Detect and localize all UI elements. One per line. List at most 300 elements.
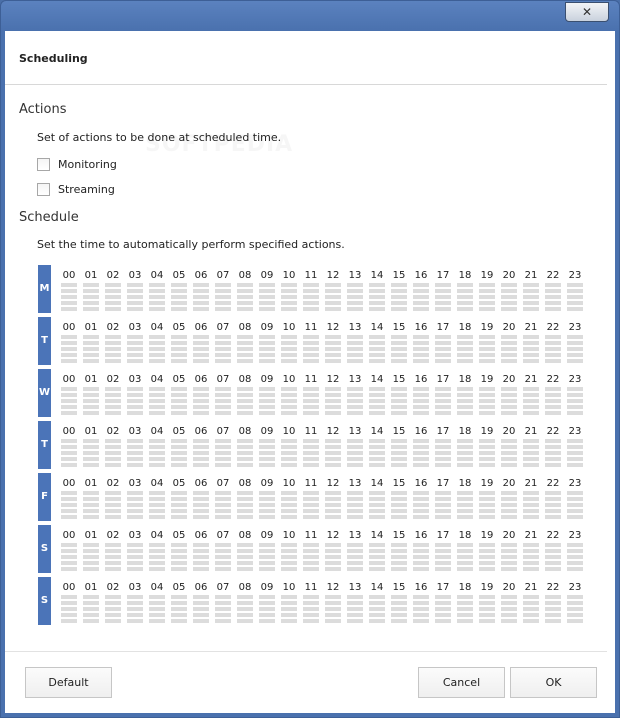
time-slot[interactable] [237, 387, 253, 391]
time-slot[interactable] [413, 595, 429, 599]
time-slot[interactable] [457, 335, 473, 339]
time-slot[interactable] [61, 341, 77, 345]
time-slot[interactable] [457, 387, 473, 391]
hour-label[interactable]: 04 [150, 582, 164, 593]
time-slot[interactable] [501, 399, 517, 403]
hour-label[interactable]: 11 [304, 530, 318, 541]
time-slot[interactable] [545, 543, 561, 547]
time-slot[interactable] [369, 515, 385, 519]
time-slot[interactable] [545, 335, 561, 339]
time-slot[interactable] [567, 393, 583, 397]
time-slot[interactable] [369, 457, 385, 461]
time-slot[interactable] [369, 353, 385, 357]
time-slot[interactable] [149, 601, 165, 605]
time-slot[interactable] [479, 619, 495, 623]
time-slot[interactable] [347, 359, 363, 363]
time-slot[interactable] [567, 601, 583, 605]
time-slot[interactable] [567, 515, 583, 519]
time-slot[interactable] [391, 567, 407, 571]
time-slot[interactable] [303, 307, 319, 311]
time-slot[interactable] [567, 445, 583, 449]
time-slot[interactable] [347, 595, 363, 599]
hour-label[interactable]: 13 [348, 426, 362, 437]
time-slot[interactable] [347, 503, 363, 507]
hour-label[interactable]: 07 [216, 374, 230, 385]
time-slot[interactable] [127, 613, 143, 617]
time-slot[interactable] [567, 289, 583, 293]
time-slot[interactable] [303, 509, 319, 513]
hour-label[interactable]: 05 [172, 270, 186, 281]
hour-label[interactable]: 04 [150, 374, 164, 385]
time-slot[interactable] [567, 283, 583, 287]
time-slot[interactable] [413, 613, 429, 617]
time-slot[interactable] [105, 503, 121, 507]
time-slot[interactable] [149, 561, 165, 565]
time-slot[interactable] [127, 295, 143, 299]
time-slot[interactable] [391, 457, 407, 461]
hour-label[interactable]: 11 [304, 478, 318, 489]
time-slot[interactable] [479, 341, 495, 345]
hour-label[interactable]: 23 [568, 426, 582, 437]
time-slot[interactable] [347, 353, 363, 357]
time-slot[interactable] [281, 307, 297, 311]
time-slot[interactable] [347, 283, 363, 287]
time-slot[interactable] [303, 445, 319, 449]
time-slot[interactable] [215, 359, 231, 363]
time-slot[interactable] [545, 289, 561, 293]
time-slot[interactable] [149, 457, 165, 461]
hour-label[interactable]: 19 [480, 530, 494, 541]
time-slot[interactable] [479, 549, 495, 553]
time-slot[interactable] [303, 283, 319, 287]
time-slot[interactable] [435, 555, 451, 559]
time-slot[interactable] [369, 387, 385, 391]
time-slot[interactable] [259, 515, 275, 519]
time-slot[interactable] [149, 335, 165, 339]
hour-label[interactable]: 06 [194, 322, 208, 333]
time-slot[interactable] [391, 463, 407, 467]
time-slot[interactable] [391, 595, 407, 599]
time-slot[interactable] [545, 595, 561, 599]
time-slot[interactable] [501, 497, 517, 501]
time-slot[interactable] [193, 347, 209, 351]
time-slot[interactable] [523, 595, 539, 599]
time-slot[interactable] [457, 549, 473, 553]
time-slot[interactable] [149, 515, 165, 519]
time-slot[interactable] [567, 411, 583, 415]
time-slot[interactable] [369, 289, 385, 293]
hour-label[interactable]: 11 [304, 582, 318, 593]
time-slot[interactable] [193, 463, 209, 467]
hour-label[interactable]: 05 [172, 426, 186, 437]
time-slot[interactable] [281, 405, 297, 409]
time-slot[interactable] [127, 301, 143, 305]
time-slot[interactable] [61, 567, 77, 571]
time-slot[interactable] [369, 595, 385, 599]
time-slot[interactable] [171, 289, 187, 293]
time-slot[interactable] [149, 359, 165, 363]
time-slot[interactable] [435, 607, 451, 611]
time-slot[interactable] [193, 509, 209, 513]
time-slot[interactable] [435, 445, 451, 449]
hour-label[interactable]: 18 [458, 478, 472, 489]
time-slot[interactable] [567, 347, 583, 351]
time-slot[interactable] [457, 463, 473, 467]
hour-label[interactable]: 03 [128, 478, 142, 489]
time-slot[interactable] [281, 347, 297, 351]
time-slot[interactable] [567, 301, 583, 305]
time-slot[interactable] [83, 515, 99, 519]
time-slot[interactable] [457, 283, 473, 287]
time-slot[interactable] [193, 399, 209, 403]
time-slot[interactable] [259, 295, 275, 299]
hour-label[interactable]: 08 [238, 478, 252, 489]
hour-label[interactable]: 23 [568, 270, 582, 281]
time-slot[interactable] [237, 359, 253, 363]
time-slot[interactable] [193, 561, 209, 565]
time-slot[interactable] [501, 335, 517, 339]
time-slot[interactable] [105, 347, 121, 351]
time-slot[interactable] [501, 607, 517, 611]
time-slot[interactable] [83, 595, 99, 599]
time-slot[interactable] [281, 393, 297, 397]
time-slot[interactable] [501, 439, 517, 443]
time-slot[interactable] [523, 295, 539, 299]
hour-label[interactable]: 03 [128, 374, 142, 385]
time-slot[interactable] [545, 561, 561, 565]
time-slot[interactable] [259, 359, 275, 363]
time-slot[interactable] [391, 613, 407, 617]
time-slot[interactable] [545, 515, 561, 519]
time-slot[interactable] [237, 393, 253, 397]
hour-label[interactable]: 22 [546, 478, 560, 489]
hour-label[interactable]: 05 [172, 478, 186, 489]
hour-label[interactable]: 03 [128, 530, 142, 541]
time-slot[interactable] [567, 463, 583, 467]
time-slot[interactable] [281, 555, 297, 559]
time-slot[interactable] [435, 509, 451, 513]
hour-label[interactable]: 08 [238, 322, 252, 333]
time-slot[interactable] [105, 359, 121, 363]
time-slot[interactable] [171, 439, 187, 443]
time-slot[interactable] [171, 497, 187, 501]
time-slot[interactable] [435, 411, 451, 415]
time-slot[interactable] [237, 353, 253, 357]
hour-label[interactable]: 09 [260, 374, 274, 385]
time-slot[interactable] [369, 439, 385, 443]
time-slot[interactable] [259, 543, 275, 547]
time-slot[interactable] [545, 295, 561, 299]
time-slot[interactable] [259, 549, 275, 553]
time-slot[interactable] [215, 567, 231, 571]
time-slot[interactable] [259, 283, 275, 287]
hour-label[interactable]: 05 [172, 582, 186, 593]
hour-label[interactable]: 09 [260, 270, 274, 281]
time-slot[interactable] [61, 497, 77, 501]
time-slot[interactable] [215, 399, 231, 403]
time-slot[interactable] [61, 509, 77, 513]
time-slot[interactable] [523, 601, 539, 605]
time-slot[interactable] [435, 387, 451, 391]
hour-label[interactable]: 20 [502, 270, 516, 281]
time-slot[interactable] [457, 509, 473, 513]
time-slot[interactable] [215, 411, 231, 415]
time-slot[interactable] [369, 405, 385, 409]
time-slot[interactable] [281, 445, 297, 449]
time-slot[interactable] [391, 503, 407, 507]
time-slot[interactable] [413, 307, 429, 311]
time-slot[interactable] [523, 503, 539, 507]
hour-label[interactable]: 08 [238, 530, 252, 541]
time-slot[interactable] [105, 613, 121, 617]
day-tab[interactable]: S [38, 525, 51, 573]
time-slot[interactable] [325, 411, 341, 415]
time-slot[interactable] [127, 387, 143, 391]
hour-label[interactable]: 14 [370, 374, 384, 385]
time-slot[interactable] [325, 515, 341, 519]
time-slot[interactable] [413, 503, 429, 507]
time-slot[interactable] [149, 549, 165, 553]
time-slot[interactable] [259, 405, 275, 409]
time-slot[interactable] [567, 341, 583, 345]
time-slot[interactable] [127, 555, 143, 559]
time-slot[interactable] [567, 549, 583, 553]
hour-label[interactable]: 01 [84, 426, 98, 437]
time-slot[interactable] [545, 307, 561, 311]
time-slot[interactable] [435, 335, 451, 339]
time-slot[interactable] [237, 613, 253, 617]
time-slot[interactable] [171, 561, 187, 565]
time-slot[interactable] [325, 445, 341, 449]
hour-label[interactable]: 17 [436, 530, 450, 541]
time-slot[interactable] [105, 463, 121, 467]
time-slot[interactable] [435, 503, 451, 507]
hour-label[interactable]: 12 [326, 582, 340, 593]
hour-label[interactable]: 13 [348, 322, 362, 333]
hour-label[interactable]: 23 [568, 530, 582, 541]
time-slot[interactable] [369, 619, 385, 623]
hour-label[interactable]: 08 [238, 374, 252, 385]
time-slot[interactable] [171, 515, 187, 519]
time-slot[interactable] [303, 567, 319, 571]
time-slot[interactable] [545, 347, 561, 351]
time-slot[interactable] [413, 353, 429, 357]
time-slot[interactable] [523, 411, 539, 415]
time-slot[interactable] [193, 295, 209, 299]
time-slot[interactable] [501, 515, 517, 519]
time-slot[interactable] [325, 283, 341, 287]
time-slot[interactable] [523, 509, 539, 513]
time-slot[interactable] [545, 393, 561, 397]
time-slot[interactable] [193, 283, 209, 287]
time-slot[interactable] [347, 387, 363, 391]
time-slot[interactable] [501, 491, 517, 495]
time-slot[interactable] [127, 359, 143, 363]
time-slot[interactable] [149, 567, 165, 571]
time-slot[interactable] [61, 491, 77, 495]
time-slot[interactable] [435, 451, 451, 455]
hour-label[interactable]: 23 [568, 322, 582, 333]
time-slot[interactable] [325, 341, 341, 345]
time-slot[interactable] [83, 509, 99, 513]
ok-button[interactable]: OK [510, 667, 597, 698]
time-slot[interactable] [281, 359, 297, 363]
hour-label[interactable]: 17 [436, 426, 450, 437]
time-slot[interactable] [479, 393, 495, 397]
time-slot[interactable] [523, 439, 539, 443]
time-slot[interactable] [193, 359, 209, 363]
time-slot[interactable] [259, 341, 275, 345]
time-slot[interactable] [237, 289, 253, 293]
time-slot[interactable] [457, 613, 473, 617]
time-slot[interactable] [61, 347, 77, 351]
time-slot[interactable] [237, 457, 253, 461]
hour-label[interactable]: 04 [150, 478, 164, 489]
time-slot[interactable] [171, 595, 187, 599]
time-slot[interactable] [325, 595, 341, 599]
time-slot[interactable] [501, 503, 517, 507]
time-slot[interactable] [545, 509, 561, 513]
time-slot[interactable] [127, 347, 143, 351]
time-slot[interactable] [215, 555, 231, 559]
time-slot[interactable] [237, 503, 253, 507]
time-slot[interactable] [215, 445, 231, 449]
time-slot[interactable] [413, 497, 429, 501]
hour-label[interactable]: 07 [216, 322, 230, 333]
time-slot[interactable] [435, 347, 451, 351]
time-slot[interactable] [303, 411, 319, 415]
time-slot[interactable] [413, 283, 429, 287]
time-slot[interactable] [369, 567, 385, 571]
time-slot[interactable] [215, 335, 231, 339]
hour-label[interactable]: 00 [62, 374, 76, 385]
hour-label[interactable]: 03 [128, 322, 142, 333]
time-slot[interactable] [413, 295, 429, 299]
time-slot[interactable] [501, 387, 517, 391]
time-slot[interactable] [281, 341, 297, 345]
time-slot[interactable] [479, 289, 495, 293]
time-slot[interactable] [83, 439, 99, 443]
time-slot[interactable] [457, 289, 473, 293]
time-slot[interactable] [523, 457, 539, 461]
time-slot[interactable] [413, 405, 429, 409]
monitoring-checkbox[interactable] [37, 158, 50, 171]
time-slot[interactable] [479, 307, 495, 311]
time-slot[interactable] [545, 445, 561, 449]
hour-label[interactable]: 15 [392, 270, 406, 281]
time-slot[interactable] [193, 491, 209, 495]
time-slot[interactable] [457, 497, 473, 501]
time-slot[interactable] [523, 607, 539, 611]
time-slot[interactable] [369, 283, 385, 287]
hour-label[interactable]: 08 [238, 582, 252, 593]
time-slot[interactable] [83, 289, 99, 293]
hour-label[interactable]: 19 [480, 582, 494, 593]
time-slot[interactable] [127, 393, 143, 397]
time-slot[interactable] [523, 283, 539, 287]
time-slot[interactable] [391, 295, 407, 299]
time-slot[interactable] [479, 411, 495, 415]
time-slot[interactable] [149, 405, 165, 409]
time-slot[interactable] [303, 341, 319, 345]
time-slot[interactable] [83, 307, 99, 311]
cancel-button[interactable]: Cancel [418, 667, 505, 698]
time-slot[interactable] [105, 601, 121, 605]
time-slot[interactable] [215, 497, 231, 501]
time-slot[interactable] [237, 543, 253, 547]
time-slot[interactable] [523, 555, 539, 559]
time-slot[interactable] [149, 613, 165, 617]
time-slot[interactable] [237, 509, 253, 513]
time-slot[interactable] [457, 445, 473, 449]
hour-label[interactable]: 04 [150, 322, 164, 333]
time-slot[interactable] [501, 451, 517, 455]
time-slot[interactable] [391, 289, 407, 293]
time-slot[interactable] [61, 307, 77, 311]
time-slot[interactable] [413, 457, 429, 461]
hour-label[interactable]: 05 [172, 322, 186, 333]
time-slot[interactable] [215, 549, 231, 553]
time-slot[interactable] [567, 567, 583, 571]
time-slot[interactable] [171, 601, 187, 605]
time-slot[interactable] [325, 503, 341, 507]
time-slot[interactable] [457, 543, 473, 547]
time-slot[interactable] [237, 301, 253, 305]
hour-label[interactable]: 17 [436, 374, 450, 385]
time-slot[interactable] [545, 463, 561, 467]
time-slot[interactable] [83, 497, 99, 501]
time-slot[interactable] [237, 549, 253, 553]
streaming-checkbox[interactable] [37, 183, 50, 196]
time-slot[interactable] [347, 289, 363, 293]
time-slot[interactable] [413, 359, 429, 363]
time-slot[interactable] [545, 555, 561, 559]
time-slot[interactable] [347, 439, 363, 443]
time-slot[interactable] [127, 549, 143, 553]
time-slot[interactable] [259, 619, 275, 623]
time-slot[interactable] [413, 411, 429, 415]
hour-label[interactable]: 07 [216, 478, 230, 489]
time-slot[interactable] [215, 289, 231, 293]
time-slot[interactable] [325, 451, 341, 455]
time-slot[interactable] [545, 619, 561, 623]
time-slot[interactable] [325, 549, 341, 553]
time-slot[interactable] [567, 451, 583, 455]
time-slot[interactable] [259, 445, 275, 449]
time-slot[interactable] [61, 515, 77, 519]
time-slot[interactable] [325, 393, 341, 397]
time-slot[interactable] [413, 341, 429, 345]
time-slot[interactable] [457, 399, 473, 403]
time-slot[interactable] [83, 503, 99, 507]
hour-label[interactable]: 14 [370, 426, 384, 437]
time-slot[interactable] [413, 509, 429, 513]
time-slot[interactable] [237, 411, 253, 415]
time-slot[interactable] [193, 555, 209, 559]
time-slot[interactable] [259, 607, 275, 611]
time-slot[interactable] [523, 619, 539, 623]
time-slot[interactable] [127, 411, 143, 415]
time-slot[interactable] [259, 457, 275, 461]
time-slot[interactable] [545, 399, 561, 403]
time-slot[interactable] [567, 399, 583, 403]
time-slot[interactable] [215, 619, 231, 623]
time-slot[interactable] [61, 387, 77, 391]
time-slot[interactable] [567, 405, 583, 409]
time-slot[interactable] [413, 387, 429, 391]
time-slot[interactable] [171, 555, 187, 559]
time-slot[interactable] [523, 561, 539, 565]
